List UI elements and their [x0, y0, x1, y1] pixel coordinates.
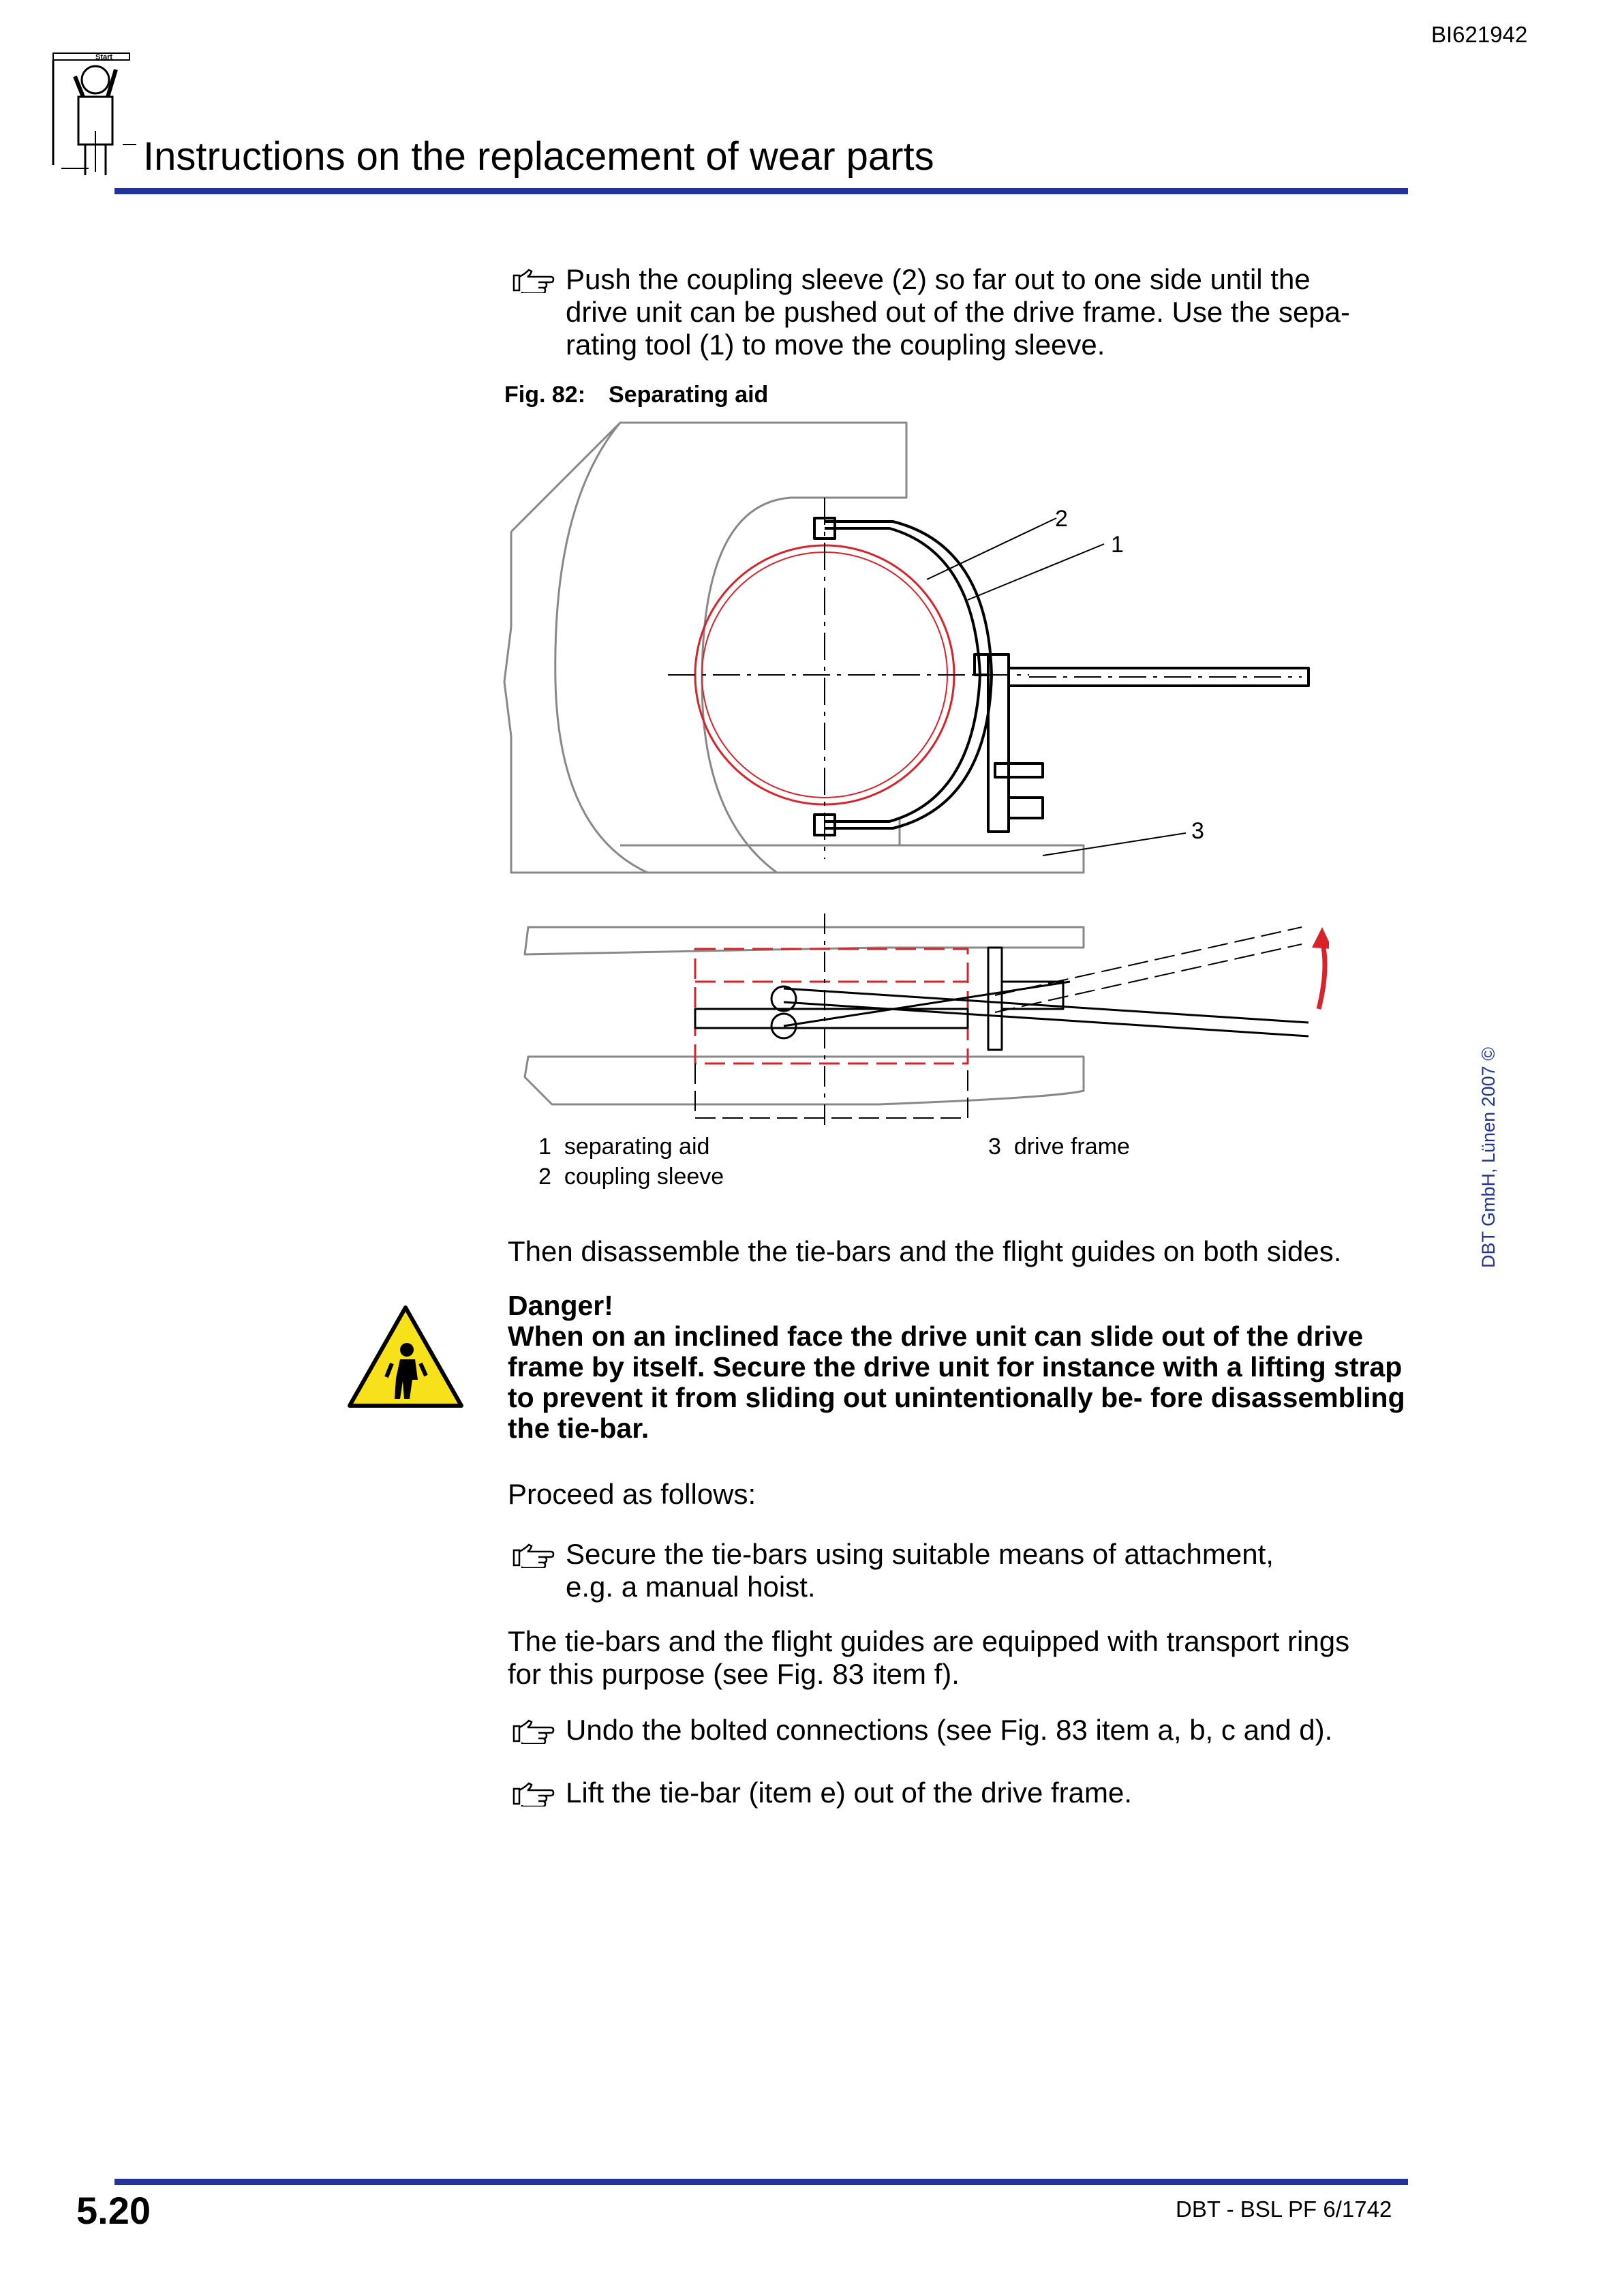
footer-reference: DBT - BSL PF 6/1742 — [1176, 2196, 1392, 2222]
separating-aid-drawing — [498, 409, 1329, 1132]
page-number: 5.20 — [76, 2189, 151, 2232]
callout-2: 2 — [1055, 506, 1068, 532]
step-2-line: Secure the tie-bars using suitable means of attachment, — [566, 1538, 1274, 1570]
rotation-arrow — [1319, 941, 1325, 1009]
warning-sliding-icon — [344, 1302, 467, 1411]
figure-caption — [504, 382, 791, 408]
danger-text: When on an inclined face the drive unit can slide out of the drive frame by itself. Secure the drive unit for instance with a lifting strap to prevent it from sliding out unintentionally be- fore disassembling the tie-bar. — [508, 1320, 1405, 1444]
page-title: Instructions on the replacement of wear parts — [143, 134, 934, 179]
paragraph-transport-rings: The tie-bars and the flight guides are equipped with transport rings for this purpose (see Fig. 83 item f). — [508, 1625, 1350, 1690]
step-2-line: e.g. a manual hoist. — [566, 1571, 816, 1603]
paragraph-proceed: Proceed as follows: — [508, 1478, 756, 1510]
pointing-hand-icon — [512, 1779, 555, 1807]
instruction-step-4 — [512, 1777, 1433, 1811]
step-3-text: Undo the bolted connections (see Fig. 83 item a, b, c and d). — [566, 1714, 1333, 1746]
danger-title: Danger! — [508, 1290, 613, 1321]
callout-1: 1 — [1111, 532, 1124, 558]
danger-notice — [508, 1290, 1407, 1444]
instruction-step-3 — [512, 1714, 1433, 1748]
pointing-hand-icon — [512, 1717, 555, 1744]
swung-position-dashed — [695, 927, 1302, 1118]
step-4-text: Lift the tie-bar (item e) out of the drive frame. — [566, 1777, 1133, 1809]
legend-item: 2 coupling sleeve — [538, 1164, 724, 1190]
document-id: BI621942 — [1431, 22, 1528, 47]
copyright-notice: DBT GmbH, Lünen 2007 © — [1478, 1046, 1499, 1268]
callout-3: 3 — [1191, 818, 1204, 844]
legend-item: 3 drive frame — [988, 1134, 1130, 1160]
step-1-line: drive unit can be pushed out of the drive frame. Use the sepa- — [566, 296, 1351, 328]
header-rule — [114, 188, 1408, 194]
pointing-hand-icon — [512, 266, 555, 293]
worker-start-icon — [48, 49, 136, 185]
paragraph-disassemble: Then disassemble the tie-bars and the flight guides on both sides. — [508, 1235, 1342, 1267]
start-label: Start — [95, 53, 113, 61]
step-1-line: Push the coupling sleeve (2) so far out to one side until the — [566, 263, 1311, 295]
step-1-line: rating tool (1) to move the coupling sleeve. — [566, 329, 1105, 361]
instruction-step-2 — [512, 1538, 1433, 1606]
instruction-step-1 — [512, 263, 1433, 365]
figure-title: Separating aid — [609, 382, 769, 408]
figure-number: Fig. 82: — [504, 382, 586, 408]
housing-outline — [504, 423, 1084, 873]
legend-item: 1 separating aid — [538, 1134, 710, 1160]
footer-rule — [114, 2179, 1408, 2185]
pointing-hand-icon — [512, 1541, 555, 1568]
